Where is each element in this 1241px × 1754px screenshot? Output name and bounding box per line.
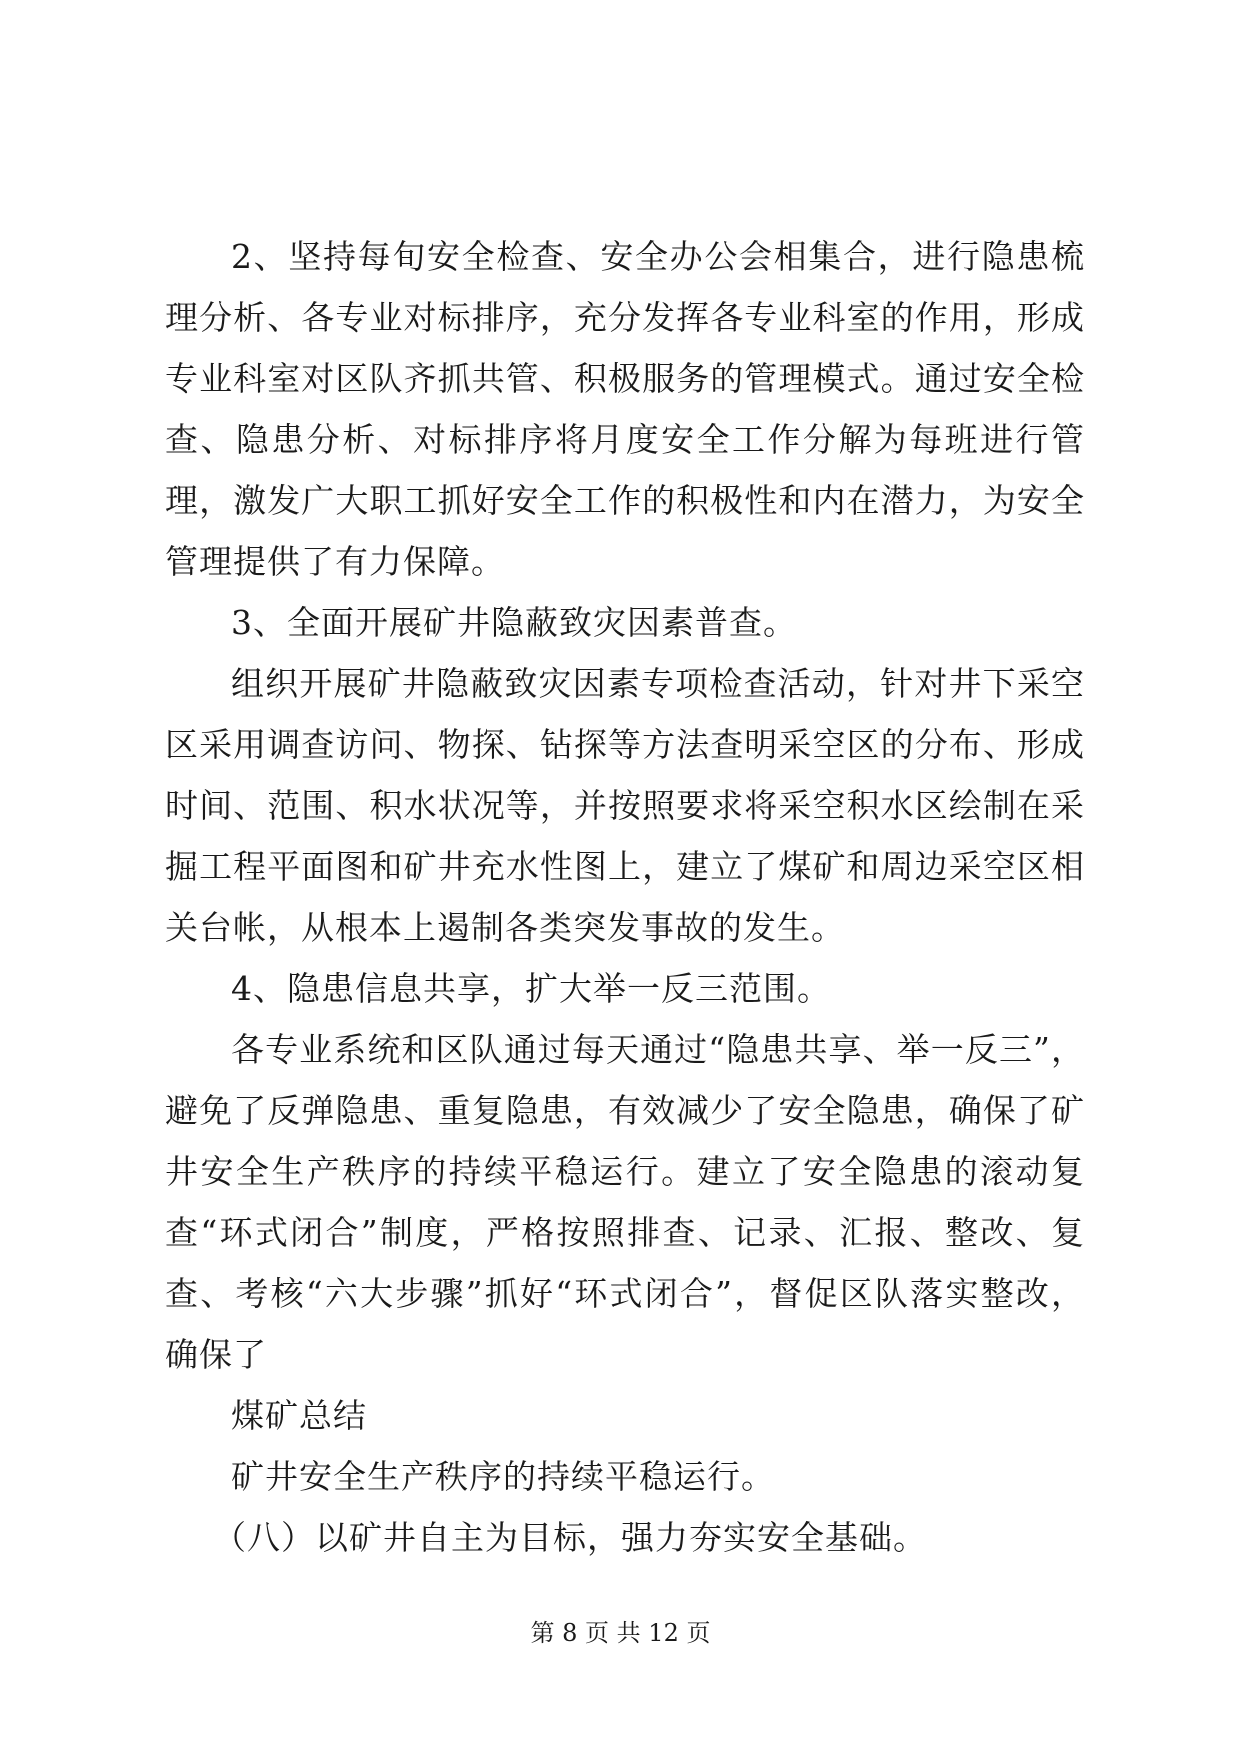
paragraph-info-sharing: 各专业系统和区队通过每天通过“隐患共享、举一反三”，避免了反弹隐患、重复隐患，有效减少了安全隐患，确保了矿井安全生产秩序的持续平稳运行。建立了安全隐患的滚动复查“环式闭合”制度，严格按照排查、记录、汇报、整改、复查、考核“六大步骤”抓好“环式闭合”，督促区队落实整改，确保了 — [165, 1030, 1085, 1374]
page-number-footer: 第 8 页 共 12 页 — [530, 1619, 711, 1647]
document-body — [165, 226, 1085, 1568]
paragraph-continuation: 矿井安全生产秩序的持续平稳运行。 — [231, 1457, 775, 1496]
section-heading-item-3: 3、全面开展矿井隐蔽致灾因素普查。 — [231, 603, 797, 642]
section-heading-eight: （八）以矿井自主为目标，强力夯实安全基础。 — [213, 1518, 927, 1557]
paragraph-item-2: 2、坚持每旬安全检查、安全办公会相集合，进行隐患梳理分析、各专业对标排序，充分发挥各专业科室的作用，形成专业科室对区队齐抓共管、积极服务的管理模式。通过安全检查、隐患分析、对标排序将月度安全工作分解为每班进行管理，激发广大职工抓好安全工作的积极性和内在潜力，为安全管理提供了有力保障。 — [165, 237, 1085, 581]
section-heading-item-4: 4、隐患信息共享，扩大举一反三范围。 — [231, 969, 831, 1008]
inline-heading-coal-mine-summary: 煤矿总结 — [231, 1396, 367, 1435]
paragraph-hidden-hazard-survey: 组织开展矿井隐蔽致灾因素专项检查活动，针对井下采空区采用调查访问、物探、钻探等方法查明采空区的分布、形成时间、范围、积水状况等，并按照要求将采空积水区绘制在采掘工程平面图和矿井充水性图上，建立了煤矿和周边采空区相关台帐，从根本上遏制各类突发事故的发生。 — [165, 664, 1085, 947]
